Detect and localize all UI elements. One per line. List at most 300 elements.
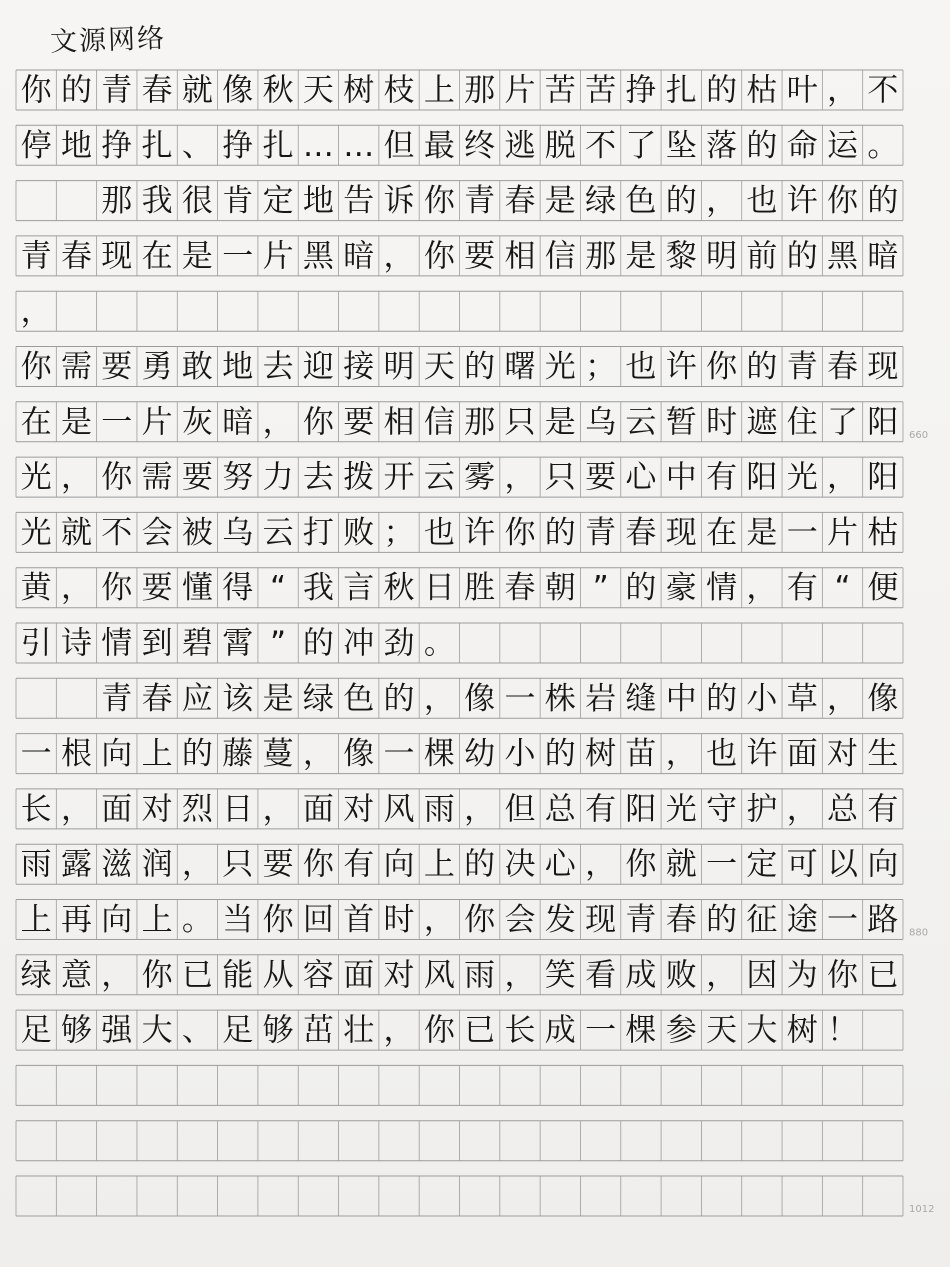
grid-character: 心 (625, 459, 657, 496)
grid-character: 落 (706, 127, 738, 164)
grid-character: 向 (101, 902, 133, 938)
grid-character: 的 (625, 570, 657, 607)
grid-character: 情 (101, 625, 133, 662)
grid-character: 命 (786, 127, 818, 164)
grid-character: 明 (383, 349, 415, 385)
grid-character: 的 (706, 680, 738, 717)
grid-character: 护 (746, 791, 778, 828)
grid-character: 挣 (625, 72, 657, 109)
grid-character: 接 (343, 349, 375, 385)
grid-character: 你 (20, 349, 52, 385)
grid-character: 那 (464, 72, 496, 109)
grid-character: 根 (60, 736, 92, 773)
grid-character: ， (827, 72, 859, 109)
grid-character: 迎 (302, 349, 334, 385)
grid-character: 青 (464, 183, 496, 220)
grid-character: 了 (625, 127, 657, 164)
grid-character: 日 (222, 791, 254, 828)
grid-character: 叶 (786, 72, 818, 109)
grid-character: 阳 (625, 791, 657, 828)
grid-character: 苦 (544, 72, 576, 109)
grid-character: 茁 (302, 1012, 334, 1049)
grid-character: 豪 (665, 570, 697, 607)
grid-character: 去 (262, 349, 294, 385)
grid-character: 一 (585, 1012, 617, 1049)
grid-character: … (343, 127, 375, 164)
grid-character: 青 (101, 680, 133, 717)
grid-character: 的 (464, 349, 496, 385)
grid-character: 枯 (867, 514, 899, 551)
grid-character: 像 (343, 736, 375, 773)
grid-character: 已 (181, 957, 213, 994)
grid-character: 上 (141, 736, 173, 773)
grid-character: 、 (181, 1012, 213, 1049)
grid-character: 色 (343, 680, 375, 717)
grid-character: 要 (141, 570, 173, 607)
grid-character: 那 (585, 238, 617, 275)
grid-character: 树 (585, 736, 617, 773)
grid-character: 日 (423, 570, 455, 607)
grid-character: 在 (141, 238, 173, 275)
grid-character: 有 (786, 570, 818, 607)
grid-character: 乌 (585, 404, 617, 441)
grid-character: 要 (464, 238, 496, 275)
grid-character: ， (423, 902, 455, 938)
grid-character: 阳 (746, 459, 778, 496)
grid-character: 霄 (222, 625, 254, 662)
grid-character: 光 (665, 791, 697, 828)
grid-character: 天 (423, 349, 455, 385)
grid-character: 情 (706, 570, 738, 607)
grid-character: 中 (665, 459, 697, 496)
grid-character: 枯 (746, 72, 778, 109)
grid-character: 去 (302, 459, 334, 496)
grid-character: 逃 (504, 127, 536, 164)
grid-character: 住 (786, 404, 818, 441)
grid-character: 一 (786, 514, 818, 551)
grid-character: 诗 (60, 625, 92, 662)
grid-character: 相 (383, 404, 415, 441)
grid-character: 就 (665, 846, 697, 883)
grid-character: 诉 (383, 183, 415, 220)
grid-character: 片 (827, 514, 859, 551)
grid-character: 小 (746, 680, 778, 717)
grid-character: 润 (141, 846, 173, 883)
grid-character: 是 (181, 238, 213, 275)
grid-character: 只 (222, 846, 254, 883)
grid-character: ， (20, 293, 52, 330)
grid-character: 但 (383, 127, 415, 164)
grid-character: ， (706, 183, 738, 220)
grid-character: 明 (706, 238, 738, 275)
grid-character: 片 (504, 72, 536, 109)
grid-character: 上 (141, 902, 173, 938)
grid-character: 心 (544, 846, 576, 883)
grid-character: 的 (786, 238, 818, 275)
grid-character: 雨 (20, 846, 52, 883)
grid-character: 为 (786, 957, 818, 994)
grid-character: 的 (60, 72, 92, 109)
grid-character: 光 (20, 514, 52, 551)
grid-character: ， (464, 791, 496, 828)
grid-character: 春 (665, 902, 697, 938)
grid-character: 是 (544, 404, 576, 441)
grid-character: 像 (222, 72, 254, 109)
grid-character: 引 (20, 625, 52, 662)
grid-character: 相 (504, 238, 536, 275)
grid-character: 得 (222, 570, 254, 607)
grid-character: 的 (746, 349, 778, 385)
grid-character: … (302, 127, 334, 164)
grid-character: 像 (464, 680, 496, 717)
grid-character: 你 (706, 349, 738, 385)
grid-character: 败 (665, 957, 697, 994)
grid-character: 扎 (141, 127, 173, 164)
grid-character: 拨 (343, 459, 375, 496)
grid-character: 现 (867, 349, 899, 385)
grid-character: ” (270, 625, 287, 662)
grid-character: 也 (746, 183, 778, 220)
grid-character: 苗 (625, 736, 657, 773)
grid-character: 你 (423, 183, 455, 220)
grid-character: 那 (464, 404, 496, 441)
grid-character: 你 (827, 957, 859, 994)
grid-character: 容 (302, 957, 334, 994)
grid-character: 上 (20, 902, 52, 938)
grid-character: 当 (222, 902, 254, 938)
grid-character: 足 (222, 1012, 254, 1049)
grid-character: 绿 (585, 183, 617, 220)
margin-marker: 880 (909, 927, 929, 939)
grid-character: 要 (101, 349, 133, 385)
grid-character: 在 (20, 404, 52, 441)
grid-character: 色 (625, 183, 657, 220)
grid-character: 以 (827, 846, 859, 883)
grid-character: 暗 (343, 238, 375, 275)
grid-character: 烈 (181, 791, 213, 828)
grid-character: 壮 (343, 1012, 375, 1049)
grid-character: 懂 (181, 570, 213, 607)
grid-character: ， (302, 736, 334, 773)
grid-character: 言 (343, 570, 375, 607)
grid-character: 棵 (423, 736, 455, 773)
grid-character: 你 (423, 1012, 455, 1049)
grid-character: 会 (141, 514, 173, 551)
grid-character: ， (504, 957, 536, 994)
grid-character: 挣 (222, 127, 254, 164)
grid-character: 中 (665, 680, 697, 717)
grid-character: 大 (746, 1012, 778, 1049)
grid-character: 一 (827, 902, 859, 938)
grid-character: 面 (343, 957, 375, 994)
grid-character: 已 (464, 1012, 496, 1049)
grid-character: 从 (262, 957, 294, 994)
grid-character: 对 (827, 736, 859, 773)
grid-character: 云 (423, 459, 455, 496)
grid-character: 也 (423, 514, 455, 551)
grid-character: “ (834, 570, 851, 607)
grid-character: 面 (786, 736, 818, 773)
grid-character: 的 (665, 183, 697, 220)
grid-character: 秋 (383, 570, 415, 607)
grid-character: 很 (181, 183, 213, 220)
grid-character: 意 (60, 957, 92, 994)
grid-character: 你 (302, 404, 334, 441)
grid-character: 雨 (423, 791, 455, 828)
grid-character: 长 (20, 791, 52, 828)
grid-character: 需 (141, 459, 173, 496)
grid-character: 藤 (222, 736, 254, 773)
grid-character: 那 (101, 183, 133, 220)
grid-character: 我 (141, 183, 173, 220)
grid-character: 的 (706, 902, 738, 938)
grid-character: 现 (101, 238, 133, 275)
grid-character: ， (101, 957, 133, 994)
grid-character: 的 (706, 72, 738, 109)
grid-character: 春 (504, 183, 536, 220)
grid-character: 春 (60, 238, 92, 275)
grid-character: 有 (585, 791, 617, 828)
grid-character: 力 (262, 459, 294, 496)
grid-character: 雨 (464, 957, 496, 994)
grid-character: 有 (706, 459, 738, 496)
grid-character: 会 (504, 902, 536, 938)
grid-character: 信 (423, 404, 455, 441)
grid-character: 暗 (867, 238, 899, 275)
grid-character: 就 (60, 514, 92, 551)
grid-character: 途 (786, 902, 818, 938)
grid-character: ， (383, 1012, 415, 1049)
grid-character: 成 (625, 957, 657, 994)
grid-character: ” (592, 570, 609, 607)
grid-character: 笑 (544, 957, 576, 994)
grid-character: 不 (101, 514, 133, 551)
grid-character: 枝 (383, 72, 415, 109)
grid-character: 阳 (867, 404, 899, 441)
grid-character: 春 (827, 349, 859, 385)
grid-character: 青 (786, 349, 818, 385)
grid-character: 你 (101, 570, 133, 607)
grid-character: ， (60, 570, 92, 607)
grid-character: 但 (504, 791, 536, 828)
grid-character: 路 (867, 902, 899, 938)
grid-character: 的 (383, 680, 415, 717)
grid-character: 暂 (665, 404, 697, 441)
grid-character: 天 (706, 1012, 738, 1049)
grid-character: 云 (262, 514, 294, 551)
grid-character: 、 (181, 127, 213, 164)
grid-character: ， (504, 459, 536, 496)
grid-character: 的 (746, 127, 778, 164)
grid-character: 一 (101, 404, 133, 441)
grid-character: 征 (746, 902, 778, 938)
grid-character: ， (60, 791, 92, 828)
grid-character: 决 (504, 846, 536, 883)
grid-character: ！ (827, 1012, 859, 1049)
grid-character: 发 (544, 902, 576, 938)
grid-character: 定 (746, 846, 778, 883)
grid-character: 胜 (464, 570, 496, 607)
grid-character: 你 (464, 902, 496, 938)
grid-character: 够 (60, 1012, 92, 1049)
grid-character: 只 (504, 404, 536, 441)
margin-markers (909, 430, 934, 1215)
grid-character: 你 (302, 846, 334, 883)
grid-character: 暗 (222, 404, 254, 441)
grid-character: 光 (544, 349, 576, 385)
grid-character: 就 (181, 72, 213, 109)
grid-character: 只 (544, 459, 576, 496)
grid-character: 许 (665, 349, 697, 385)
grid-character: 一 (383, 736, 415, 773)
grid-character: 前 (746, 238, 778, 275)
grid-character: 终 (464, 127, 496, 164)
grid-character: 肯 (222, 183, 254, 220)
grid-character: 开 (383, 459, 415, 496)
grid-character: 要 (585, 459, 617, 496)
grid-character: 秋 (262, 72, 294, 109)
grid-character: ， (423, 680, 455, 717)
grid-character: 足 (20, 1012, 52, 1049)
grid-character: 光 (786, 459, 818, 496)
grid-character: 强 (101, 1012, 133, 1049)
grid-character: 朝 (544, 570, 576, 607)
grid-character: ； (383, 514, 415, 551)
grid-character: 要 (181, 459, 213, 496)
grid-character: 有 (343, 846, 375, 883)
grid-character: 的 (302, 625, 334, 662)
grid-character: 风 (383, 791, 415, 828)
grid-character: 首 (343, 902, 375, 938)
grid-character: ， (60, 459, 92, 496)
grid-character: 被 (181, 514, 213, 551)
grid-character: 已 (867, 957, 899, 994)
grid-character: 坠 (665, 127, 697, 164)
grid-character: 你 (20, 72, 52, 109)
grid-character: 你 (423, 238, 455, 275)
grid-character: 一 (706, 846, 738, 883)
grid-character: 蔓 (262, 736, 294, 773)
grid-character: 成 (544, 1012, 576, 1049)
grid-character: 我 (302, 570, 334, 607)
grid-character: 败 (343, 514, 375, 551)
grid-character: 面 (302, 791, 334, 828)
grid-character: 能 (222, 957, 254, 994)
grid-character: 上 (423, 72, 455, 109)
grid-character: 黄 (20, 570, 52, 607)
grid-character: ， (827, 680, 859, 717)
grid-character: 告 (343, 183, 375, 220)
grid-character: 对 (383, 957, 415, 994)
grid-character: 绿 (302, 680, 334, 717)
grid-character: 大 (141, 1012, 173, 1049)
grid-character: 风 (423, 957, 455, 994)
grid-character: 。 (867, 127, 899, 164)
grid-character: 棵 (625, 1012, 657, 1049)
grid-character: 是 (746, 514, 778, 551)
grid-character: 黑 (302, 238, 334, 275)
grid-character: 一 (222, 238, 254, 275)
grid-character: 了 (827, 404, 859, 441)
grid-character: 时 (383, 902, 415, 938)
grid-character: 生 (867, 736, 899, 773)
grid-character: 扎 (262, 127, 294, 164)
grid-character: 向 (867, 846, 899, 883)
grid-character: 信 (544, 238, 576, 275)
grid-character: ， (665, 736, 697, 773)
grid-character: 是 (625, 238, 657, 275)
grid-character: 有 (867, 791, 899, 828)
grid-character: 看 (585, 957, 617, 994)
grid-character: 对 (141, 791, 173, 828)
grid-character: 脱 (544, 127, 576, 164)
grid-character: 你 (141, 957, 173, 994)
grid-character: 打 (302, 514, 334, 551)
grid-character: 春 (504, 570, 536, 607)
grid-character: “ (270, 570, 287, 607)
grid-character: 许 (464, 514, 496, 551)
grid-character: 是 (544, 183, 576, 220)
grid-character: 参 (665, 1012, 697, 1049)
grid-character: 是 (60, 404, 92, 441)
grid-character: ， (746, 570, 778, 607)
grid-character: 也 (625, 349, 657, 385)
grid-character: 需 (60, 349, 92, 385)
grid-character: 片 (262, 238, 294, 275)
grid-character: 你 (101, 459, 133, 496)
grid-character: ， (827, 459, 859, 496)
grid-character: 株 (544, 680, 576, 717)
margin-marker: 1012 (909, 1204, 935, 1215)
grid-character: 可 (786, 846, 818, 883)
grid-character: 够 (262, 1012, 294, 1049)
grid-character: 雾 (464, 459, 496, 496)
grid-character: 小 (504, 736, 536, 773)
grid-character: ； (585, 349, 617, 385)
grid-character: 青 (20, 238, 52, 275)
grid-character: 对 (343, 791, 375, 828)
grid-character: 阳 (867, 459, 899, 496)
grid-character: 在 (706, 514, 738, 551)
grid-character: 的 (544, 736, 576, 773)
grid-character: 向 (101, 736, 133, 773)
grid-character: 黑 (827, 238, 859, 275)
grid-character: 地 (60, 127, 92, 164)
grid-character: 绿 (20, 957, 52, 994)
grid-character: 因 (746, 957, 778, 994)
grid-character: 冲 (343, 625, 375, 662)
grid-character: 不 (867, 72, 899, 109)
grid-character: 守 (706, 791, 738, 828)
grid-character: 青 (101, 72, 133, 109)
grid-character: 挣 (101, 127, 133, 164)
grid-character: 该 (222, 680, 254, 717)
grid-character: 地 (302, 183, 334, 220)
grid-character: 长 (504, 1012, 536, 1049)
grid-character: ， (383, 238, 415, 275)
grid-character: 敢 (181, 349, 213, 385)
grid-character: 露 (60, 846, 92, 883)
grid-character: 。 (181, 902, 213, 938)
grid-character: 黎 (665, 238, 697, 275)
grid-character: 也 (706, 736, 738, 773)
grid-character: 苦 (585, 72, 617, 109)
grid-character: 你 (262, 902, 294, 938)
grid-character: 回 (302, 902, 334, 938)
grid-character: 缝 (625, 680, 657, 717)
grid-character: 现 (585, 902, 617, 938)
grid-character: 总 (827, 791, 859, 828)
